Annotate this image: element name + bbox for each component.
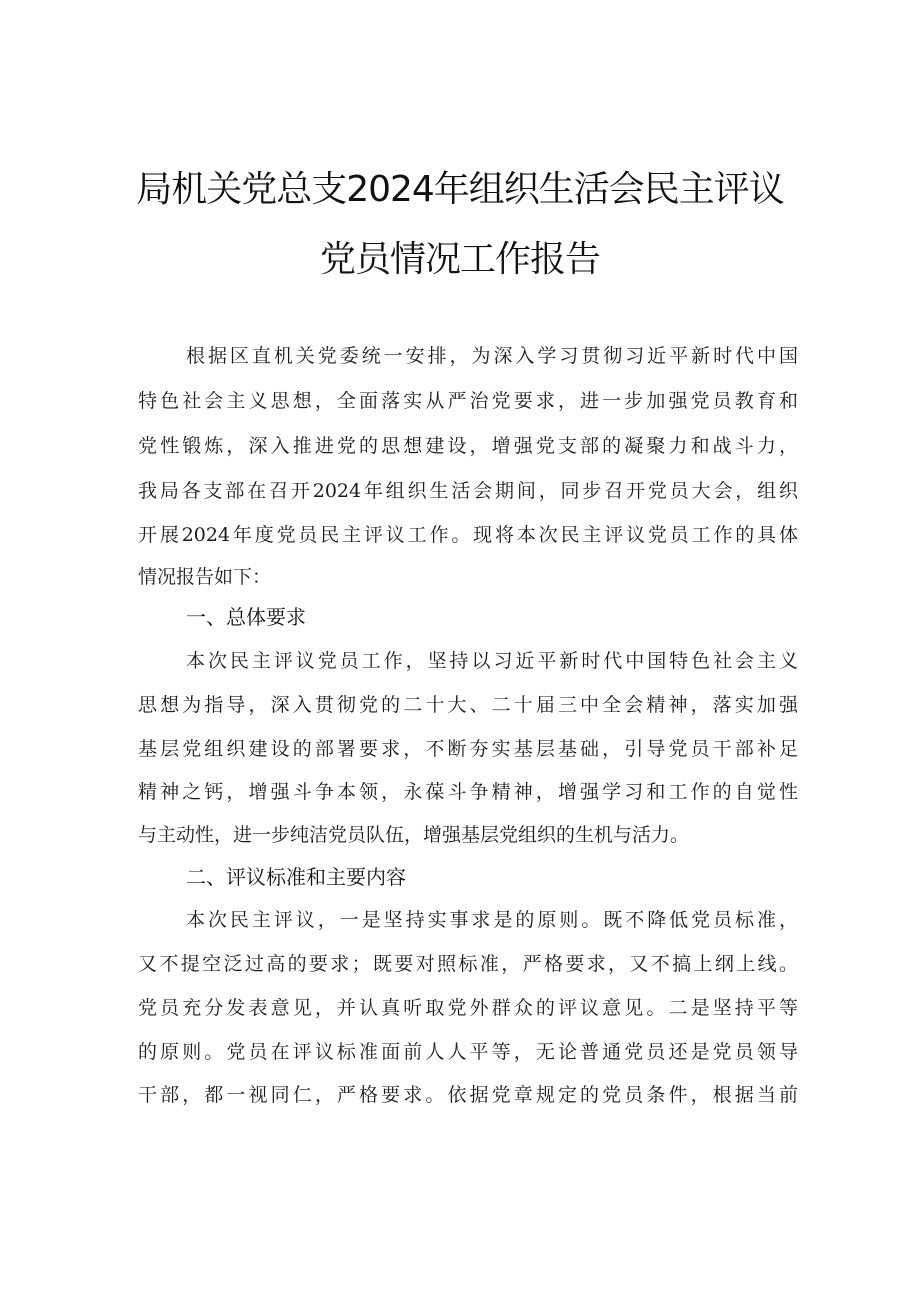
section1-line-2: 思想为指导，深入贯彻党的二十大、二十届三中全会精神，落实加强 <box>138 694 798 716</box>
section2-line-5: 干部，都一视同仁，严格要求。依据党章规定的党员条件，根据当前 <box>138 1084 798 1106</box>
report-title-line-1: 局机关党总支2024年组织生活会民主评议 <box>136 169 784 210</box>
section1-line-4: 精神之钙，增强斗争本领，永葆斗争精神，增强学习和工作的自觉性 <box>138 781 798 803</box>
section2-line-3: 党员充分发表意见，并认真听取党外群众的评议意见。二是坚持平等 <box>138 997 798 1019</box>
intro-line-2: 特色社会主义思想，全面落实从严治党要求，进一步加强党员教育和 <box>138 390 798 412</box>
section1-line-3: 基层党组织建设的部署要求，不断夯实基层基础，引导党员干部补足 <box>138 738 798 760</box>
intro-line-1: 根据区直机关党委统一安排，为深入学习贯彻习近平新时代中国 <box>186 345 798 367</box>
section-heading-evaluation-standards: 二、评议标准和主要内容 <box>186 865 406 889</box>
section2-line-4: 的原则。党员在评议标准面前人人平等，无论普通党员还是党员领导 <box>138 1041 798 1063</box>
section2-line-1: 本次民主评议，一是坚持实事求是的原则。既不降低党员标准， <box>186 909 798 931</box>
section1-line-5: 与主动性，进一步纯洁党员队伍，增强基层党组织的生机与活力。 <box>138 824 690 846</box>
section2-line-2: 又不提空泛过高的要求；既要对照标准，严格要求，又不搞上纲上线。 <box>138 953 798 975</box>
intro-line-3: 党性锻炼，深入推进党的思想建设，增强党支部的凝聚力和战斗力， <box>138 435 798 457</box>
report-title-line-2: 党员情况工作报告 <box>319 239 600 280</box>
intro-line-5: 开展2024年度党员民主评议工作。现将本次民主评议党员工作的具体 <box>138 524 798 546</box>
intro-line-6: 情况报告如下： <box>138 566 272 588</box>
intro-line-4: 我局各支部在召开2024年组织生活会期间，同步召开党员大会，组织 <box>138 480 798 502</box>
section-heading-overall-requirements: 一、总体要求 <box>186 605 306 629</box>
section1-line-1: 本次民主评议党员工作，坚持以习近平新时代中国特色社会主义 <box>186 650 798 672</box>
